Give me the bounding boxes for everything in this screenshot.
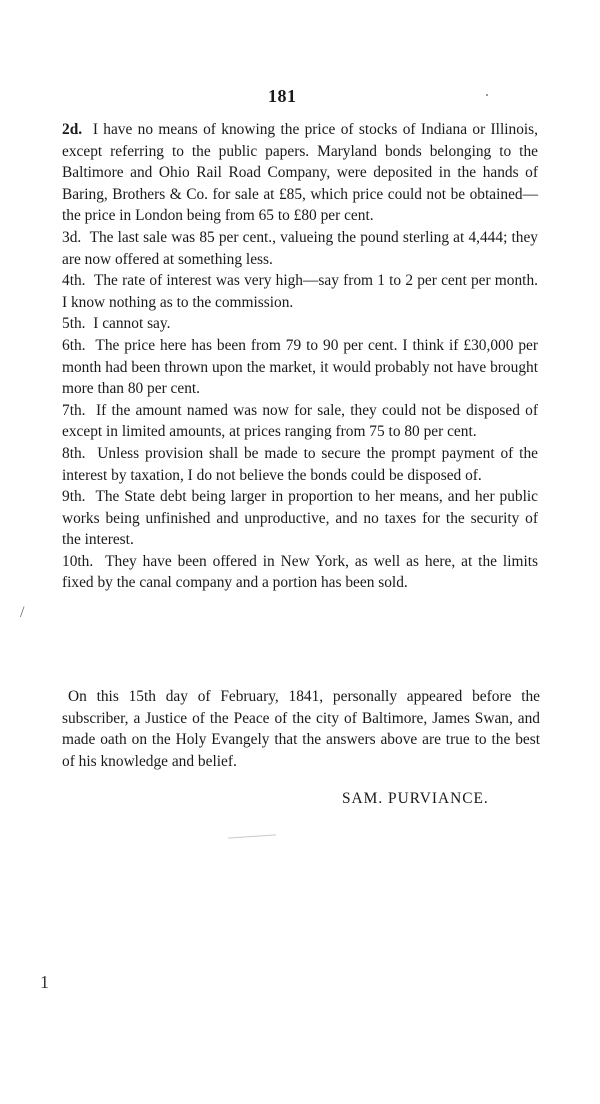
answer-number: 9th. [62, 488, 86, 506]
stray-handwritten-mark: 1 [40, 972, 49, 992]
answer-number: 3d. [62, 228, 82, 246]
affidavit-text: On this 15th day of February, 1841, personally appeared before the subscriber, a Justice of the Peace of the city of Baltimore, James Swan, and made oath on the Holy Evangely that the answers above are true to the best of his knowledge and belief. [62, 688, 540, 770]
answer-2 [62, 119, 538, 227]
answers-section [62, 119, 538, 594]
answer-number: 4th. [62, 272, 86, 290]
answer-7 [62, 400, 538, 443]
answer-4 [62, 270, 538, 313]
answer-10 [62, 551, 538, 594]
answer-8 [62, 443, 538, 486]
answer-text: I have no means of knowing the price of stocks of Indiana or Illinois, except referring to the public papers. Maryland bonds belonging to the Baltimore and Ohio Rail Road Company, were deposited in the hands of Baring, Brothers & Co. for sale at £85, which price could not be obtained—the price in London being from 65 to £80 per cent. [62, 121, 538, 225]
answer-text: I cannot say. [93, 315, 171, 333]
margin-pencil-mark: / [20, 604, 25, 621]
answer-6 [62, 335, 538, 400]
answer-3 [62, 227, 538, 270]
answer-5 [62, 313, 538, 335]
answer-9 [62, 486, 538, 551]
answer-text: They have been offered in New York, as well as here, at the limits fixed by the canal company and a portion has been sold. [62, 552, 538, 592]
page-number: 181 [268, 86, 297, 106]
answer-number: 7th. [62, 401, 86, 419]
answer-text: The rate of interest was very high—say from 1 to 2 per cent per month. I know nothing as to the commission. [62, 272, 538, 311]
answer-text: If the amount named was now for sale, they could not be disposed of except in limited amounts, at prices ranging from 75 to 80 per cent. [62, 401, 538, 441]
answer-text: The State debt being larger in proportion to her means, and her public works being unfinished and unproductive, and no taxes for the security of the interest. [62, 488, 538, 549]
answer-number: 2d. [62, 121, 83, 138]
affidavit-section [62, 686, 540, 772]
ink-speck [486, 94, 488, 96]
answer-text: The last sale was 85 per cent., valueing the pound sterling at 4,444; they are now offered at something less. [62, 228, 538, 268]
answer-number: 8th. [62, 444, 86, 462]
answer-number: 10th. [62, 552, 94, 570]
answer-number: 6th. [62, 336, 86, 354]
answer-text: Unless provision shall be made to secure the prompt payment of the interest by taxation, I do not believe the bonds could be disposed of. [62, 444, 538, 484]
divider-mark [228, 834, 276, 838]
signature: SAM. PURVIANCE. [342, 790, 489, 807]
answer-number: 5th. [62, 315, 86, 333]
answer-text: The price here has been from 79 to 90 per cent. I think if £30,000 per month had been thrown upon the market, it would probably not have brought more than 80 per cent. [62, 336, 539, 398]
